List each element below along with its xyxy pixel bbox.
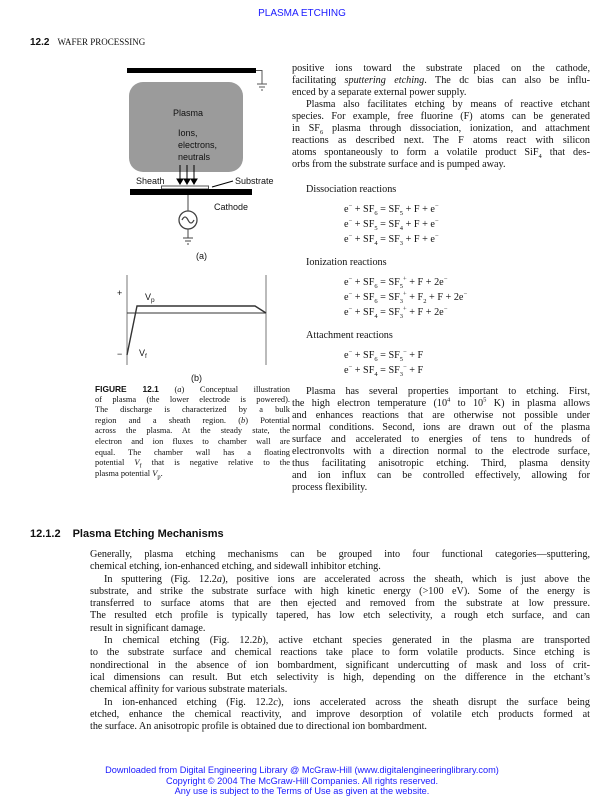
equation-list	[292, 202, 590, 247]
paragraph	[292, 99, 590, 171]
species-label: electrons,	[178, 140, 218, 150]
text-line: enced by a separate external power supply.	[292, 87, 467, 98]
anode-electrode	[127, 68, 256, 73]
footer-terms[interactable]: Any use is subject to the Terms of Use as given at the website.	[174, 786, 430, 796]
section-number: 12.2	[30, 37, 50, 48]
page-header: PLASMA ETCHING	[258, 8, 346, 19]
text-line: of plasma (the lower electrode is powered).	[95, 394, 290, 404]
substrate-pointer-arrow	[212, 181, 233, 187]
text-line: Plasma has several properties important to etching. First,	[306, 386, 590, 397]
equation: $e^- + SF_4 = SF_3^+ + F + 2e^-$	[344, 305, 448, 321]
text-line: electron and ion fluxes to chamber wall are	[95, 436, 290, 446]
text-line: The resulted etch profile is typically tapered, has low etch selectivity, a rough etch surface, and can	[90, 610, 590, 622]
paragraph	[90, 697, 590, 734]
plasma-label: Plasma	[173, 108, 204, 118]
ion-flux-arrows-icon	[177, 165, 197, 184]
species-label: Ions,	[178, 128, 198, 138]
text-line: process flexibility.	[292, 482, 368, 493]
ionization-reactions	[292, 257, 590, 320]
equation: $e^- + SF_6 = SF_5^- + F$	[344, 348, 424, 364]
wall-lines	[127, 275, 266, 365]
text-line: to the substrate surface and chemical reactions take place to form volatile products. Since etching is	[90, 647, 590, 659]
text-line: potential $V_f$ that is negative relative to the	[95, 458, 290, 470]
text-line: transferred to surface atoms that are then ejected and removed from the substrate at low pressure.	[90, 598, 590, 610]
text-line: and enhances reactions that are otherwise not possible under	[292, 410, 590, 421]
text-line: and ion influx can be controlled effectively, allowing for	[292, 470, 590, 481]
equation: $e^- + SF_6 = SF_5 + F + e^-$	[344, 202, 439, 218]
cathode-electrode	[130, 189, 252, 195]
paragraph	[90, 549, 590, 574]
paragraph	[292, 63, 590, 99]
text-line: the high electron temperature ($10^4$ to $10^5$ K) in plasma allows	[292, 396, 590, 409]
text-line: result in significant damage.	[90, 622, 206, 634]
equation: $e^- + SF_6 = SF_5^+ + F + 2e^-$	[344, 275, 448, 291]
text-line: FIGURE 12.1 (a) Conceptual illustration	[95, 384, 290, 394]
text-line: region and a sheath region. (b) Potential	[95, 415, 290, 425]
substrate-label: Substrate	[235, 176, 274, 186]
text-line: substrate, and strike the substrate surface with high kinetic energy (>100 eV). Some of the energy is	[90, 585, 590, 597]
vf-label: $V_f$	[139, 348, 147, 360]
equation: $e^- + SF_6 = SF_3^+ + F_2 + F + 2e^-$	[344, 290, 468, 306]
paragraph	[90, 574, 590, 635]
cathode-label: Cathode	[214, 202, 249, 212]
figure-a-label: (a)	[196, 251, 207, 261]
download-footer	[0, 765, 604, 797]
equation: $e^- + SF_4 = SF_3 + F + e^-$	[344, 232, 439, 248]
paragraph	[90, 635, 590, 696]
text-line: facilitating sputtering etching. The dc bias can also be influ-	[292, 75, 590, 86]
figure-caption	[95, 384, 290, 479]
subheading: Attachment reactions	[306, 330, 393, 341]
text-line: across the plasma. At the steady state, the	[95, 426, 290, 436]
subheading: Ionization reactions	[306, 257, 387, 268]
section-body	[90, 549, 590, 733]
footer-copyright: Copyright © 2004 The McGraw-Hill Companies. All rights reserved.	[165, 775, 439, 786]
species-label: neutrals	[178, 152, 211, 162]
running-title: WAFER PROCESSING	[57, 37, 146, 47]
text-line: plasma potential $V_p$.	[95, 468, 163, 481]
text-line: The discharge is characterized by a bulk	[95, 405, 290, 415]
vp-label: $V_p$	[145, 292, 155, 304]
dissociation-reactions	[292, 184, 590, 247]
text-line: In sputtering (Fig. 12.2a), positive ions are accelerated across the sheath, which is just above the	[104, 573, 590, 585]
text-line: reactions as described next. The F atoms react with silicon	[292, 135, 590, 146]
text-line: thus facilitating anisotropic etching. Third, plasma density	[292, 458, 590, 469]
text-line: Generally, plasma etching mechanisms can be grouped into four functional categories—sputtering,	[90, 549, 590, 560]
text-line: positive ions toward the substrate placed on the cathode,	[292, 63, 590, 74]
figure-b-potential-plot	[117, 275, 266, 383]
text-line: ical dimensions can result. But etch selectivity is high, depending on the difference in the etchant’s	[90, 671, 590, 683]
text-line: atoms spontaneously to form a volatile product SiF$_4$ that des-	[292, 147, 590, 161]
equation: $e^- + SF_5 = SF_4 + F + e^-$	[344, 217, 439, 233]
section-heading	[30, 528, 224, 540]
text-line: species. For example, free fluorine (F) atoms can be generated	[292, 111, 590, 122]
text-line: In chemical etching (Fig. 12.2b), active etchant species generated in the plasma are transported	[104, 635, 590, 647]
figure-a-diagram	[127, 68, 274, 261]
equation-list	[292, 275, 590, 320]
section-title: Plasma Etching Mechanisms	[72, 528, 224, 540]
text-line: nondirectional in the absence of ion bombardment, significant undercutting of mask and loss of crit-	[90, 659, 590, 671]
text-line: In ion-enhanced etching (Fig. 12.2c), ions accelerated across the sheath disrupt the surface being	[104, 696, 590, 708]
paragraph	[292, 386, 590, 494]
text-line: chemical etching, ion-enhanced etching, and sidewall inhibitor etching.	[90, 561, 381, 573]
text-line: surface and accelerated to energies of tens to hundreds of	[292, 434, 590, 445]
minus-sign: −	[117, 349, 123, 359]
equation: $e^- + SF_4 = SF_3^- + F$	[344, 363, 424, 379]
text-line: equal. The chamber wall has a floating	[95, 447, 290, 457]
equation-list	[292, 348, 590, 378]
text-line: Plasma also facilitates etching by means of reactive etchant	[306, 99, 590, 110]
substrate	[162, 186, 209, 189]
text-line: normal conditions. Second, ions are drawn out of the plasma	[292, 422, 590, 433]
section-number: 12.1.2	[30, 528, 61, 540]
figure-12-1	[0, 0, 300, 385]
figure-b-label: (b)	[191, 373, 202, 383]
text-line: the surface. An anisotropic profile is obtained due to directional ion bombardment.	[90, 721, 427, 733]
plus-sign: +	[117, 288, 123, 298]
text-line: electronvolts with a direction normal to the electrode surface,	[292, 446, 590, 457]
rf-source-icon	[179, 195, 197, 244]
footer-link[interactable]: Downloaded from Digital Engineering Library @ McGraw-Hill (www.digitalengineeringlibrary.com)	[105, 765, 499, 775]
text-line: orbs from the substrate surface and is pumped away.	[292, 159, 506, 170]
sheath-label: Sheath	[136, 176, 165, 186]
text-line: in $SF_6$ plasma through dissociation, ionization, and attachment	[292, 123, 590, 137]
ground-icon	[256, 71, 267, 91]
text-line: etched, enhance the chemical reactivity, and improve desorption of volatile etch products formed at	[90, 708, 590, 720]
text-line: chemical affinity for various substrate materials.	[90, 684, 288, 696]
subheading: Dissociation reactions	[306, 184, 397, 195]
attachment-reactions	[292, 330, 590, 378]
